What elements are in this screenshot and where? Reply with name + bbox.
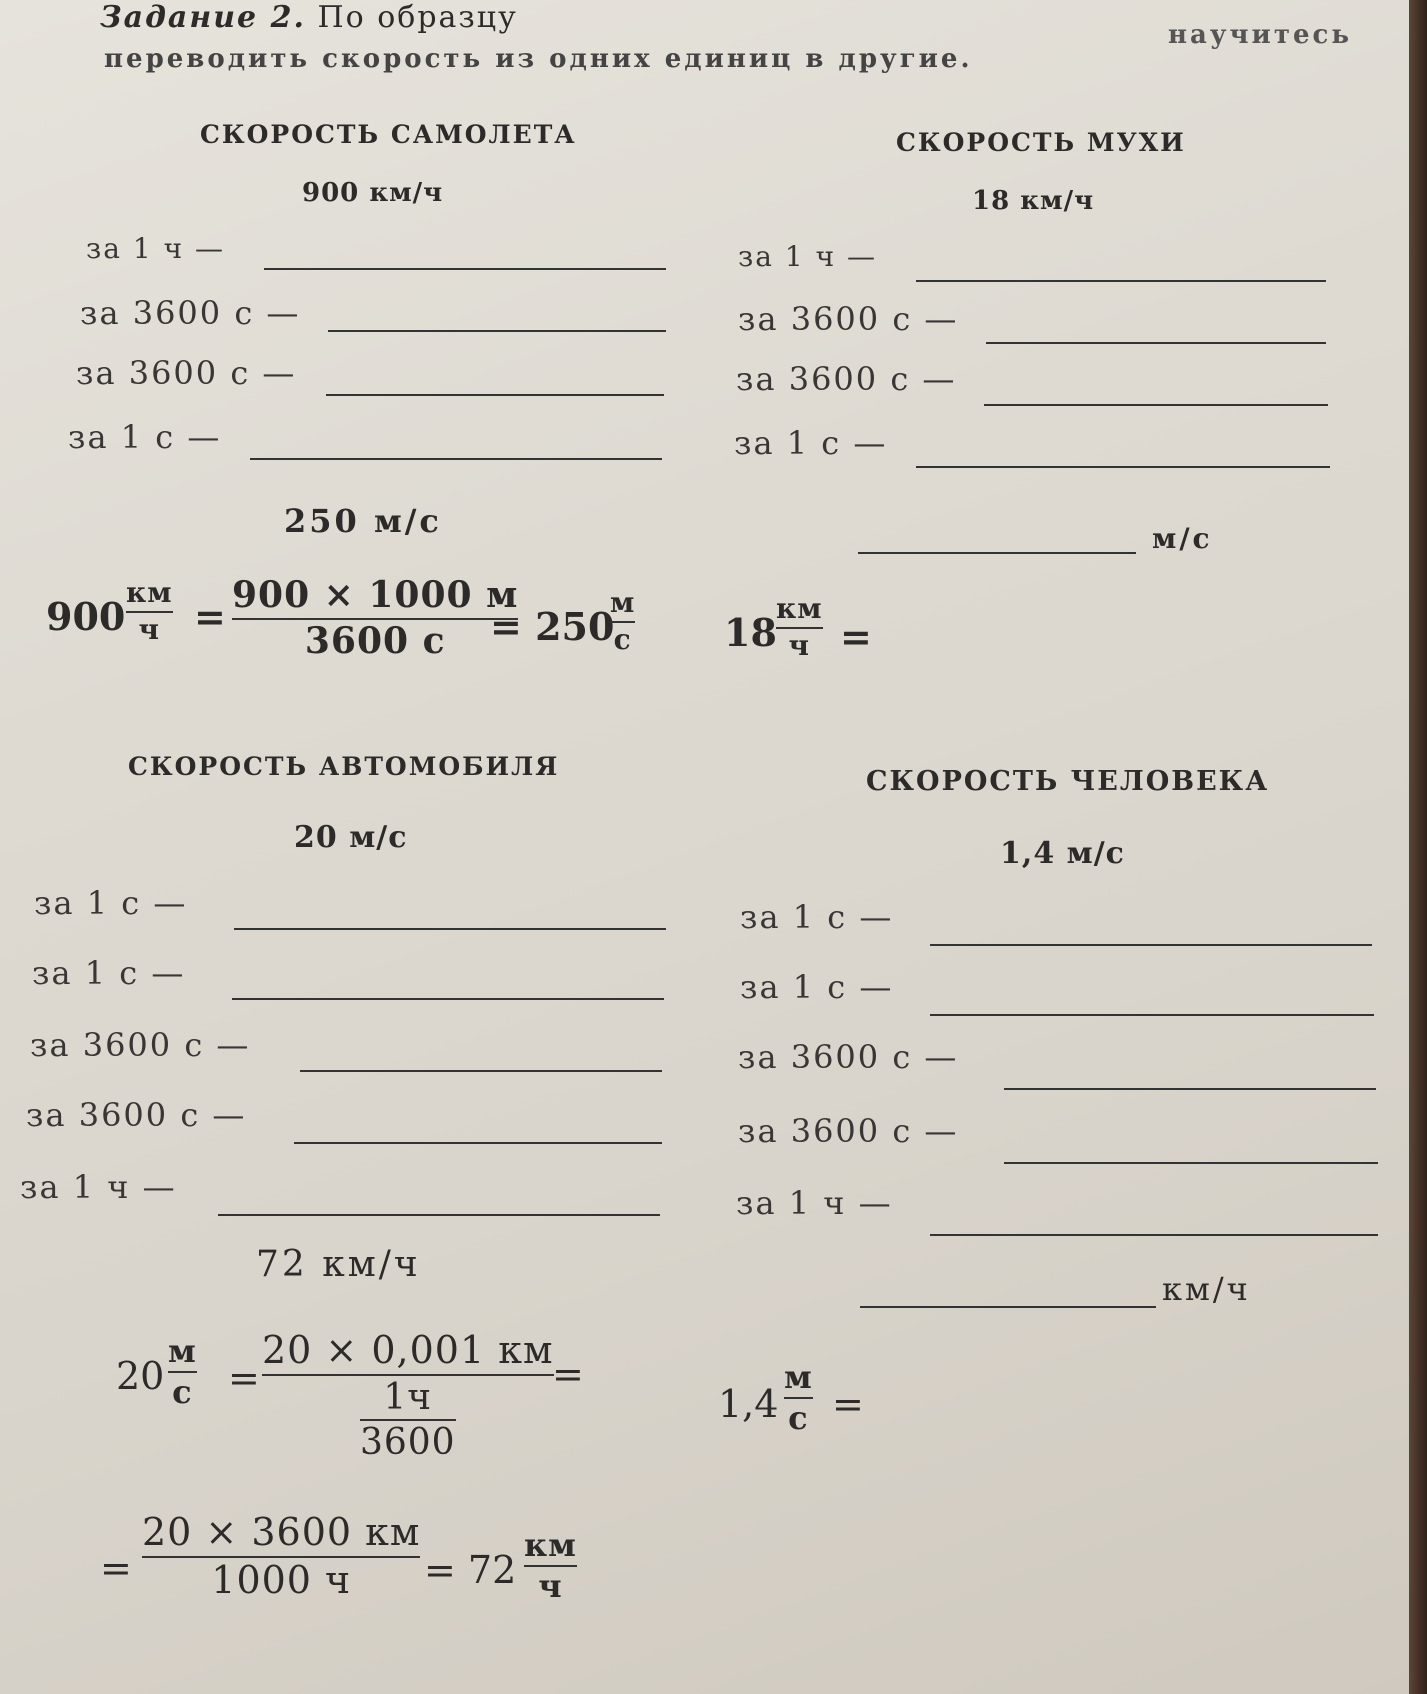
car-formula-lead: 20 (116, 1354, 165, 1398)
airplane-blank-3[interactable] (326, 394, 664, 396)
car-blank-1[interactable] (234, 928, 666, 930)
human-blank-2[interactable] (930, 1014, 1374, 1016)
table-edge-background (1409, 0, 1427, 1694)
fraction-bar (262, 1374, 554, 1376)
car-formula-eq2: = (552, 1352, 584, 1396)
fly-formula-unit (776, 594, 823, 662)
human-value: 1,4 м/с (1000, 836, 1125, 871)
car-blank-5[interactable] (218, 1214, 660, 1216)
human-row-2: за 1 с — (740, 968, 894, 1006)
car-inner-fraction (360, 1378, 456, 1463)
fly-title: СКОРОСТЬ МУХИ (896, 128, 1186, 157)
airplane-blank-4[interactable] (250, 458, 662, 460)
car-formula-unit (168, 1334, 197, 1410)
airplane-formula-lead: 900 (46, 594, 126, 639)
airplane-unit-num: км (126, 576, 173, 609)
airplane-formula-eq2: = 250 (490, 604, 615, 649)
airplane-blank-2[interactable] (328, 330, 666, 332)
airplane-res-den: с (613, 622, 632, 656)
car-blank-3[interactable] (300, 1070, 662, 1072)
airplane-blank-1[interactable] (264, 268, 666, 270)
fly-row-4: за 1 с — (734, 424, 888, 462)
car-formula-eq1: = (228, 1356, 260, 1400)
airplane-res-num: м (610, 586, 636, 619)
airplane-formula-fraction (232, 576, 518, 661)
airplane-frac-num: 900 × 1000 м (232, 574, 519, 616)
car-frac2-den: 1000 ч (211, 1557, 352, 1602)
human-result-blank[interactable] (860, 1306, 1156, 1308)
car-value: 20 м/с (294, 820, 408, 855)
airplane-row-1: за 1 ч — (86, 232, 225, 265)
fly-formula-lead: 18 (724, 610, 777, 655)
fly-blank-1[interactable] (916, 280, 1326, 282)
human-row-4: за 3600 с — (738, 1112, 959, 1150)
fly-unit-num: км (776, 592, 823, 625)
fly-formula-eq: = (840, 614, 872, 659)
human-formula-unit (784, 1360, 813, 1436)
fraction-bar (360, 1419, 456, 1421)
human-row-5: за 1 ч — (736, 1184, 893, 1222)
human-title: СКОРОСТЬ ЧЕЛОВЕКА (866, 766, 1270, 797)
fly-row-3: за 3600 с — (736, 360, 957, 398)
human-blank-4[interactable] (1004, 1162, 1378, 1164)
car-inner-den: 3600 (359, 1422, 456, 1464)
airplane-unit-den: ч (138, 612, 161, 646)
airplane-result: 250 м/с (284, 502, 442, 540)
car-res-num: км (524, 1526, 577, 1564)
car-frac2-num: 20 × 3600 км (142, 1510, 421, 1554)
airplane-value: 900 км/ч (302, 178, 444, 208)
human-blank-1[interactable] (930, 944, 1372, 946)
fly-unit-den: ч (788, 628, 811, 662)
task-text-right: научитесь (1168, 20, 1352, 50)
human-unit-den: с (788, 1399, 809, 1438)
human-row-1: за 1 с — (740, 898, 894, 936)
car-res-den: ч (538, 1567, 563, 1606)
car-row-4: за 3600 с — (26, 1096, 247, 1134)
airplane-row-3: за 3600 с — (76, 354, 297, 392)
fly-blank-4[interactable] (916, 466, 1330, 468)
fly-row-2: за 3600 с — (738, 300, 959, 338)
airplane-frac-den: 3600 с (304, 619, 446, 662)
human-formula-eq: = (832, 1382, 864, 1426)
car-formula-fraction (262, 1330, 554, 1463)
airplane-formula-eq1: = (194, 594, 226, 639)
car-formula-line2-eq: = (100, 1546, 132, 1590)
task-text-line2: переводить скорость из одних единиц в другие. (104, 44, 973, 74)
airplane-row-2: за 3600 с — (80, 294, 301, 332)
human-blank-5[interactable] (930, 1234, 1378, 1236)
fly-row-1: за 1 ч — (738, 240, 877, 273)
car-formula-fraction-2 (142, 1512, 420, 1602)
fly-result-unit: м/с (1152, 522, 1213, 555)
airplane-row-4: за 1 с — (68, 418, 222, 456)
airplane-title: СКОРОСТЬ САМОЛЕТА (200, 120, 577, 149)
fly-value: 18 км/ч (972, 186, 1095, 216)
car-row-2: за 1 с — (32, 954, 186, 992)
human-formula-lead: 1,4 (718, 1382, 779, 1426)
airplane-formula-unit (126, 578, 173, 646)
car-inner-num: 1ч (383, 1376, 433, 1418)
car-unit-num: м (168, 1332, 197, 1370)
human-unit-num: м (784, 1358, 813, 1396)
human-row-3: за 3600 с — (738, 1038, 959, 1076)
car-blank-2[interactable] (232, 998, 664, 1000)
task-heading (100, 0, 518, 35)
car-row-5: за 1 ч — (20, 1168, 177, 1206)
car-formula-result-unit (524, 1528, 577, 1604)
task-number: Задание 2. (100, 0, 306, 35)
airplane-formula-result-unit (610, 588, 635, 656)
car-row-1: за 1 с — (34, 884, 188, 922)
car-row-3: за 3600 с — (30, 1026, 251, 1064)
car-blank-4[interactable] (294, 1142, 662, 1144)
car-formula-eq3: = 72 (424, 1548, 517, 1592)
car-result: 72 км/ч (256, 1244, 421, 1285)
fly-result-blank[interactable] (858, 552, 1136, 554)
fly-blank-2[interactable] (986, 342, 1326, 344)
car-unit-den: с (172, 1373, 193, 1412)
car-frac-num: 20 × 0,001 км (262, 1328, 554, 1372)
fly-blank-3[interactable] (984, 404, 1328, 406)
human-blank-3[interactable] (1004, 1088, 1376, 1090)
car-title: СКОРОСТЬ АВТОМОБИЛЯ (128, 752, 560, 781)
human-result-unit: км/ч (1162, 1270, 1251, 1308)
task-text-line1: По образцу (317, 0, 518, 35)
